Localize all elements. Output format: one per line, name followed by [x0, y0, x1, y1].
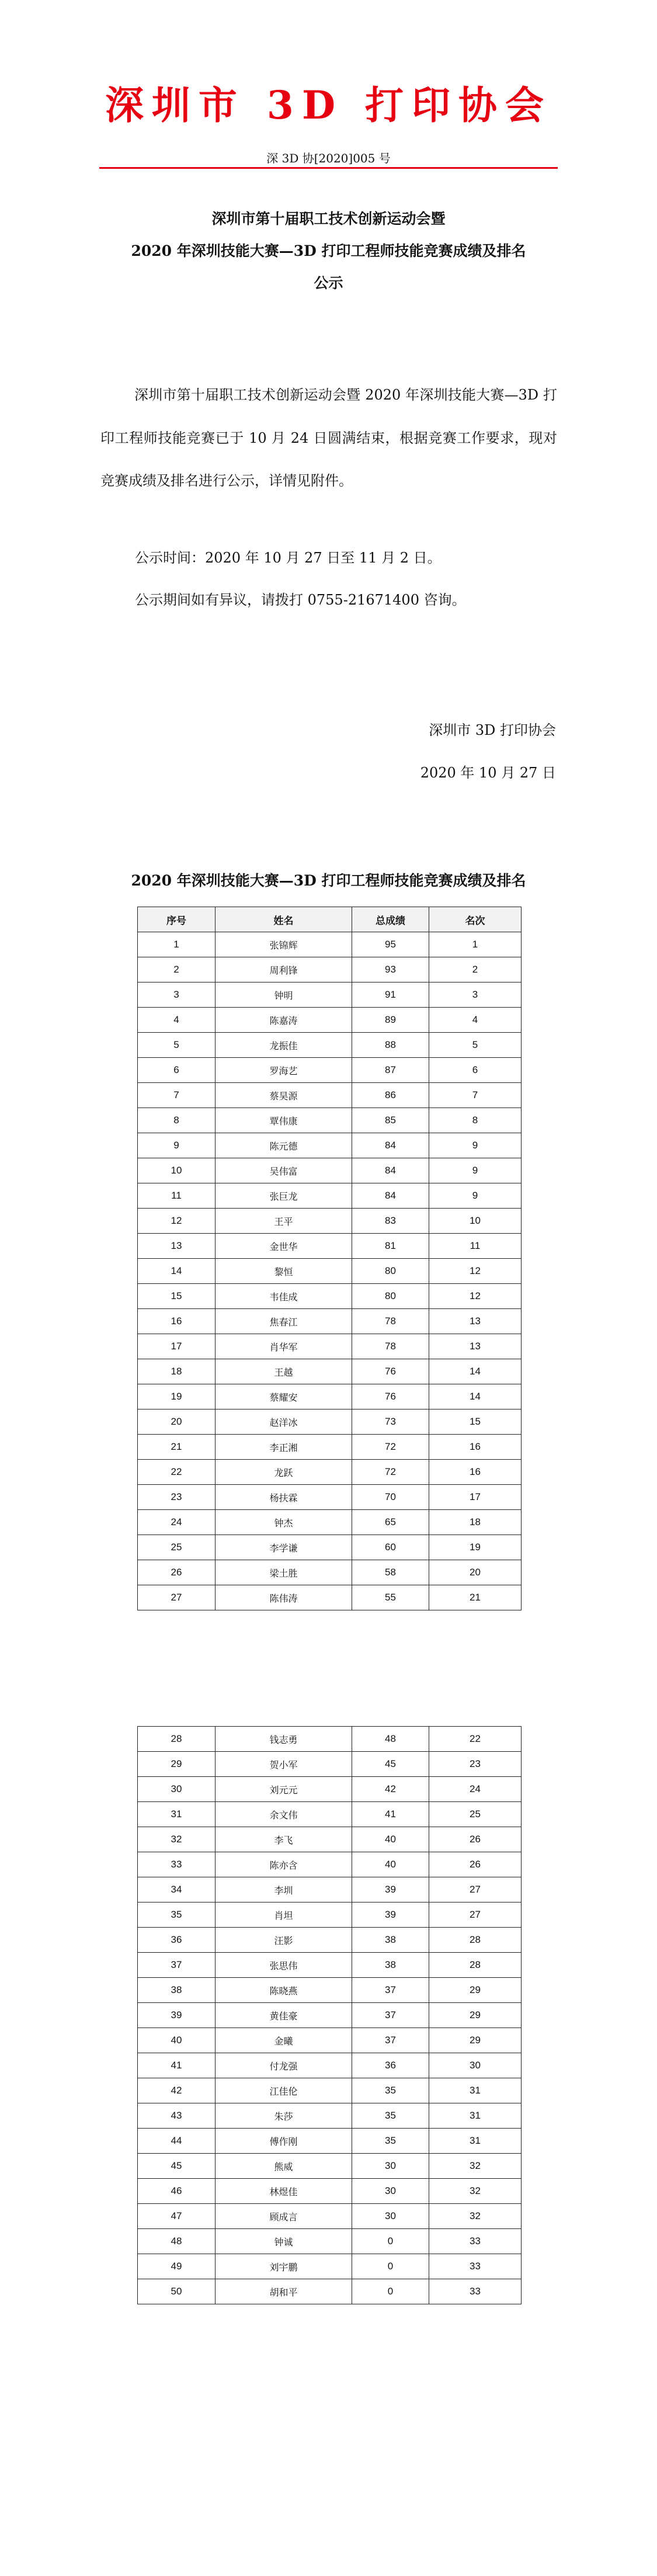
cell-serial: 19 — [138, 1384, 215, 1409]
cell-serial: 42 — [138, 2078, 215, 2103]
cell-serial: 28 — [138, 1727, 215, 1752]
table-row — [138, 2254, 522, 2279]
cell-name: 李飞 — [215, 1827, 352, 1852]
letterhead-red-divider — [99, 167, 558, 169]
table-row — [138, 1234, 522, 1259]
notice-heading-line-3: 公示 — [314, 275, 343, 291]
results-table-body-2 — [138, 1727, 522, 2304]
cell-serial: 7 — [138, 1083, 215, 1108]
cell-name: 江佳伦 — [215, 2078, 352, 2103]
cell-rank: 16 — [429, 1435, 522, 1460]
table-row — [138, 1802, 522, 1827]
table-row — [138, 1535, 522, 1560]
cell-rank: 21 — [429, 1585, 522, 1610]
table-row — [138, 1485, 522, 1510]
table-row — [138, 1903, 522, 1928]
notice-contact-line: 公示期间如有异议，请拨打 0755-21671400 咨询。 — [135, 592, 466, 608]
cell-rank: 32 — [429, 2154, 522, 2179]
cell-name: 张思伟 — [215, 1953, 352, 1978]
column-header-serial: 序号 — [138, 907, 215, 932]
cell-name: 钟明 — [215, 983, 352, 1008]
cell-total-score: 35 — [352, 2103, 429, 2129]
signature-date: 2020 年 10 月 27 日 — [420, 765, 556, 781]
cell-serial: 34 — [138, 1877, 215, 1903]
cell-name: 覃伟康 — [215, 1108, 352, 1133]
table-row — [138, 1133, 522, 1158]
cell-total-score: 0 — [352, 2279, 429, 2304]
cell-rank: 30 — [429, 2053, 522, 2078]
cell-rank: 16 — [429, 1460, 522, 1485]
cell-serial: 35 — [138, 1903, 215, 1928]
cell-name: 余文伟 — [215, 1802, 352, 1827]
cell-rank: 25 — [429, 1802, 522, 1827]
cell-total-score: 91 — [352, 983, 429, 1008]
cell-name: 王越 — [215, 1359, 352, 1384]
cell-serial: 33 — [138, 1852, 215, 1877]
notice-heading-line-1: 深圳市第十届职工技术创新运动会暨 — [211, 210, 446, 227]
cell-rank: 33 — [429, 2279, 522, 2304]
table-row — [138, 1183, 522, 1209]
cell-rank: 2 — [429, 957, 522, 983]
cell-name: 顾成言 — [215, 2204, 352, 2229]
cell-serial: 41 — [138, 2053, 215, 2078]
cell-serial: 24 — [138, 1510, 215, 1535]
cell-serial: 10 — [138, 1158, 215, 1183]
cell-rank: 22 — [429, 1727, 522, 1752]
table-row — [138, 1158, 522, 1183]
cell-name: 傅作刚 — [215, 2129, 352, 2154]
cell-name: 张巨龙 — [215, 1183, 352, 1209]
cell-total-score: 89 — [352, 1008, 429, 1033]
table-row — [138, 2179, 522, 2204]
column-header-total-score: 总成绩 — [352, 907, 429, 932]
table-row — [138, 1777, 522, 1802]
cell-total-score: 88 — [352, 1033, 429, 1058]
cell-serial: 32 — [138, 1827, 215, 1852]
table-row — [138, 1108, 522, 1133]
cell-total-score: 39 — [352, 1877, 429, 1903]
table-row — [138, 1284, 522, 1309]
cell-name: 罗海艺 — [215, 1058, 352, 1083]
table-row — [138, 1409, 522, 1435]
cell-name: 陈嘉涛 — [215, 1008, 352, 1033]
cell-rank: 29 — [429, 1978, 522, 2003]
cell-name: 龙振佳 — [215, 1033, 352, 1058]
cell-rank: 31 — [429, 2078, 522, 2103]
table-row — [138, 932, 522, 957]
table-row — [138, 2103, 522, 2129]
cell-rank: 32 — [429, 2204, 522, 2229]
cell-serial: 22 — [138, 1460, 215, 1485]
cell-name: 贺小军 — [215, 1752, 352, 1777]
cell-serial: 12 — [138, 1209, 215, 1234]
cell-name: 钟诚 — [215, 2229, 352, 2254]
cell-name: 黄佳豪 — [215, 2003, 352, 2028]
cell-serial: 11 — [138, 1183, 215, 1209]
table-row — [138, 1435, 522, 1460]
cell-serial: 46 — [138, 2179, 215, 2204]
cell-name: 蔡耀安 — [215, 1384, 352, 1409]
cell-total-score: 37 — [352, 2003, 429, 2028]
cell-serial: 27 — [138, 1585, 215, 1610]
cell-serial: 21 — [138, 1435, 215, 1460]
cell-serial: 26 — [138, 1560, 215, 1585]
cell-name: 金世华 — [215, 1234, 352, 1259]
cell-rank: 19 — [429, 1535, 522, 1560]
table-row — [138, 957, 522, 983]
cell-name: 陈伟涛 — [215, 1585, 352, 1610]
table-row — [138, 1560, 522, 1585]
cell-total-score: 41 — [352, 1802, 429, 1827]
cell-serial: 48 — [138, 2229, 215, 2254]
cell-rank: 32 — [429, 2179, 522, 2204]
cell-total-score: 48 — [352, 1727, 429, 1752]
cell-rank: 5 — [429, 1033, 522, 1058]
cell-serial: 14 — [138, 1259, 215, 1284]
cell-name: 李正湘 — [215, 1435, 352, 1460]
cell-total-score: 84 — [352, 1133, 429, 1158]
cell-total-score: 0 — [352, 2254, 429, 2279]
notice-body-paragraph: 深圳市第十届职工技术创新运动会暨 2020 年深圳技能大赛—3D 打印工程师技能竞赛已于 10 月 24 日圆满结束，根据竞赛工作要求，现对竞赛成绩及排名进行公示，详情见附件。 — [100, 387, 557, 489]
cell-name: 肖华军 — [215, 1334, 352, 1359]
cell-rank: 9 — [429, 1133, 522, 1158]
cell-total-score: 87 — [352, 1058, 429, 1083]
cell-name: 陈晓燕 — [215, 1978, 352, 2003]
cell-total-score: 93 — [352, 957, 429, 983]
results-table-page-2 — [137, 1726, 522, 2304]
cell-serial: 45 — [138, 2154, 215, 2179]
cell-name: 赵洋冰 — [215, 1409, 352, 1435]
cell-rank: 28 — [429, 1928, 522, 1953]
cell-rank: 24 — [429, 1777, 522, 1802]
cell-rank: 1 — [429, 932, 522, 957]
cell-serial: 13 — [138, 1234, 215, 1259]
cell-total-score: 95 — [352, 932, 429, 957]
cell-rank: 18 — [429, 1510, 522, 1535]
cell-serial: 38 — [138, 1978, 215, 2003]
cell-total-score: 84 — [352, 1158, 429, 1183]
cell-rank: 29 — [429, 2028, 522, 2053]
table-row — [138, 2053, 522, 2078]
cell-serial: 25 — [138, 1535, 215, 1560]
cell-name: 王平 — [215, 1209, 352, 1234]
cell-serial: 8 — [138, 1108, 215, 1133]
cell-total-score: 60 — [352, 1535, 429, 1560]
cell-serial: 23 — [138, 1485, 215, 1510]
table-row — [138, 1334, 522, 1359]
cell-serial: 18 — [138, 1359, 215, 1384]
cell-total-score: 80 — [352, 1259, 429, 1284]
cell-rank: 29 — [429, 2003, 522, 2028]
cell-serial: 50 — [138, 2279, 215, 2304]
table-row — [138, 1585, 522, 1610]
cell-total-score: 36 — [352, 2053, 429, 2078]
cell-rank: 15 — [429, 1409, 522, 1435]
cell-rank: 17 — [429, 1485, 522, 1510]
cell-name: 钟杰 — [215, 1510, 352, 1535]
cell-total-score: 42 — [352, 1777, 429, 1802]
table-row — [138, 1359, 522, 1384]
table-row — [138, 1008, 522, 1033]
cell-serial: 37 — [138, 1953, 215, 1978]
document-number: 深 3D 协[2020]005 号 — [266, 151, 391, 165]
cell-rank: 13 — [429, 1309, 522, 1334]
cell-rank: 20 — [429, 1560, 522, 1585]
cell-serial: 20 — [138, 1409, 215, 1435]
cell-total-score: 40 — [352, 1827, 429, 1852]
cell-total-score: 78 — [352, 1334, 429, 1359]
cell-total-score: 76 — [352, 1359, 429, 1384]
cell-total-score: 80 — [352, 1284, 429, 1309]
cell-serial: 6 — [138, 1058, 215, 1083]
cell-total-score: 45 — [352, 1752, 429, 1777]
cell-rank: 31 — [429, 2129, 522, 2154]
cell-name: 金曦 — [215, 2028, 352, 2053]
cell-serial: 16 — [138, 1309, 215, 1334]
cell-rank: 8 — [429, 1108, 522, 1133]
cell-total-score: 30 — [352, 2154, 429, 2179]
cell-name: 周利锋 — [215, 957, 352, 983]
cell-serial: 17 — [138, 1334, 215, 1359]
cell-serial: 40 — [138, 2028, 215, 2053]
cell-name: 刘宇鹏 — [215, 2254, 352, 2279]
cell-total-score: 58 — [352, 1560, 429, 1585]
cell-serial: 4 — [138, 1008, 215, 1033]
cell-total-score: 65 — [352, 1510, 429, 1535]
cell-name: 吴伟富 — [215, 1158, 352, 1183]
cell-rank: 10 — [429, 1209, 522, 1234]
table-row — [138, 1033, 522, 1058]
cell-total-score: 38 — [352, 1953, 429, 1978]
cell-total-score: 72 — [352, 1435, 429, 1460]
table-row — [138, 1309, 522, 1334]
cell-name: 韦佳成 — [215, 1284, 352, 1309]
cell-name: 朱莎 — [215, 2103, 352, 2129]
cell-rank: 9 — [429, 1158, 522, 1183]
cell-total-score: 78 — [352, 1309, 429, 1334]
cell-rank: 33 — [429, 2229, 522, 2254]
cell-serial: 39 — [138, 2003, 215, 2028]
cell-name: 熊威 — [215, 2154, 352, 2179]
table-row — [138, 2204, 522, 2229]
cell-serial: 44 — [138, 2129, 215, 2154]
cell-name: 张锦辉 — [215, 932, 352, 957]
cell-rank: 12 — [429, 1284, 522, 1309]
cell-name: 蔡昊源 — [215, 1083, 352, 1108]
cell-name: 林煜佳 — [215, 2179, 352, 2204]
cell-rank: 9 — [429, 1183, 522, 1209]
results-table-caption: 2020 年深圳技能大赛—3D 打印工程师技能竞赛成绩及排名 — [131, 872, 526, 889]
cell-rank: 27 — [429, 1877, 522, 1903]
table-row — [138, 1827, 522, 1852]
cell-total-score: 39 — [352, 1903, 429, 1928]
table-row — [138, 1978, 522, 2003]
cell-name: 汪影 — [215, 1928, 352, 1953]
cell-total-score: 35 — [352, 2129, 429, 2154]
cell-total-score: 37 — [352, 2028, 429, 2053]
column-header-name: 姓名 — [215, 907, 352, 932]
cell-rank: 27 — [429, 1903, 522, 1928]
cell-total-score: 81 — [352, 1234, 429, 1259]
cell-serial: 2 — [138, 957, 215, 983]
cell-name: 胡和平 — [215, 2279, 352, 2304]
cell-total-score: 84 — [352, 1183, 429, 1209]
cell-serial: 43 — [138, 2103, 215, 2129]
cell-total-score: 85 — [352, 1108, 429, 1133]
cell-name: 焦春江 — [215, 1309, 352, 1334]
cell-serial: 47 — [138, 2204, 215, 2229]
cell-total-score: 55 — [352, 1585, 429, 1610]
cell-total-score: 86 — [352, 1083, 429, 1108]
table-row — [138, 1752, 522, 1777]
cell-total-score: 76 — [352, 1384, 429, 1409]
table-row — [138, 1928, 522, 1953]
table-header-row — [138, 907, 522, 932]
cell-rank: 11 — [429, 1234, 522, 1259]
cell-total-score: 83 — [352, 1209, 429, 1234]
table-row — [138, 2078, 522, 2103]
cell-serial: 29 — [138, 1752, 215, 1777]
cell-total-score: 70 — [352, 1485, 429, 1510]
cell-rank: 33 — [429, 2254, 522, 2279]
cell-name: 陈元德 — [215, 1133, 352, 1158]
cell-serial: 31 — [138, 1802, 215, 1827]
cell-serial: 15 — [138, 1284, 215, 1309]
cell-serial: 3 — [138, 983, 215, 1008]
cell-name: 梁土胜 — [215, 1560, 352, 1585]
cell-serial: 1 — [138, 932, 215, 957]
table-row — [138, 1384, 522, 1409]
table-row — [138, 1083, 522, 1108]
table-row — [138, 2229, 522, 2254]
cell-total-score: 37 — [352, 1978, 429, 2003]
cell-name: 杨扶霖 — [215, 1485, 352, 1510]
table-row — [138, 983, 522, 1008]
cell-total-score: 0 — [352, 2229, 429, 2254]
cell-total-score: 35 — [352, 2078, 429, 2103]
table-row — [138, 1877, 522, 1903]
cell-total-score: 38 — [352, 1928, 429, 1953]
cell-total-score: 72 — [352, 1460, 429, 1485]
cell-rank: 14 — [429, 1384, 522, 1409]
cell-rank: 4 — [429, 1008, 522, 1033]
cell-name: 黎恒 — [215, 1259, 352, 1284]
table-row — [138, 2003, 522, 2028]
results-table-body-1 — [138, 932, 522, 1610]
table-row — [138, 1058, 522, 1083]
column-header-rank: 名次 — [429, 907, 522, 932]
notice-period-line: 公示时间：2020 年 10 月 27 日至 11 月 2 日。 — [135, 550, 442, 566]
cell-serial: 30 — [138, 1777, 215, 1802]
cell-total-score: 73 — [352, 1409, 429, 1435]
cell-serial: 9 — [138, 1133, 215, 1158]
table-row — [138, 1852, 522, 1877]
signature-organization: 深圳市 3D 打印协会 — [429, 722, 556, 738]
cell-rank: 26 — [429, 1827, 522, 1852]
table-row — [138, 1727, 522, 1752]
table-row — [138, 2129, 522, 2154]
cell-rank: 3 — [429, 983, 522, 1008]
notice-heading-line-2: 2020 年深圳技能大赛—3D 打印工程师技能竞赛成绩及排名 — [131, 242, 526, 259]
table-row — [138, 1953, 522, 1978]
cell-serial: 49 — [138, 2254, 215, 2279]
cell-rank: 31 — [429, 2103, 522, 2129]
cell-rank: 23 — [429, 1752, 522, 1777]
cell-name: 钱志勇 — [215, 1727, 352, 1752]
results-table-page-1 — [137, 907, 522, 1610]
cell-rank: 26 — [429, 1852, 522, 1877]
cell-name: 陈亦含 — [215, 1852, 352, 1877]
cell-rank: 13 — [429, 1334, 522, 1359]
cell-name: 肖坦 — [215, 1903, 352, 1928]
table-row — [138, 2028, 522, 2053]
cell-total-score: 40 — [352, 1852, 429, 1877]
table-row — [138, 1510, 522, 1535]
table-row — [138, 1460, 522, 1485]
cell-rank: 28 — [429, 1953, 522, 1978]
table-row — [138, 2154, 522, 2179]
cell-total-score: 30 — [352, 2204, 429, 2229]
cell-name: 李学谦 — [215, 1535, 352, 1560]
cell-rank: 14 — [429, 1359, 522, 1384]
table-row — [138, 2279, 522, 2304]
cell-rank: 7 — [429, 1083, 522, 1108]
table-row — [138, 1209, 522, 1234]
cell-name: 付龙强 — [215, 2053, 352, 2078]
cell-serial: 5 — [138, 1033, 215, 1058]
cell-name: 李圳 — [215, 1877, 352, 1903]
cell-serial: 36 — [138, 1928, 215, 1953]
cell-name: 刘元元 — [215, 1777, 352, 1802]
cell-name: 龙跃 — [215, 1460, 352, 1485]
cell-rank: 12 — [429, 1259, 522, 1284]
table-row — [138, 1259, 522, 1284]
cell-total-score: 30 — [352, 2179, 429, 2204]
organization-letterhead-title: 深圳市 3D 打印协会 — [105, 82, 552, 128]
cell-rank: 6 — [429, 1058, 522, 1083]
